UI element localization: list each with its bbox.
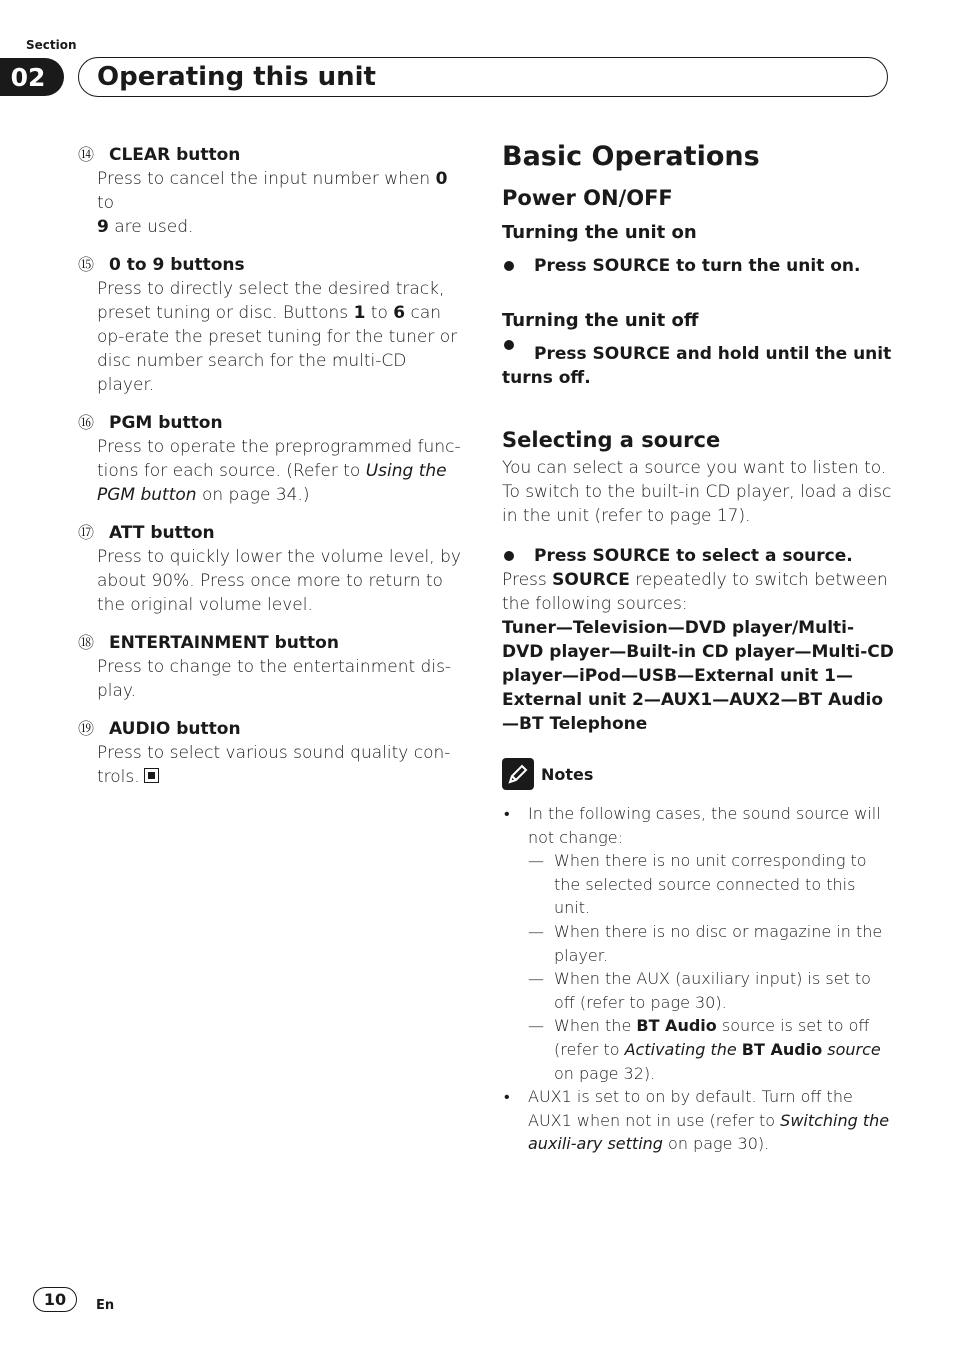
item-number: ⑰ [78, 523, 95, 542]
item-body: Press to directly select the desired track, preset tuning or disc. Buttons 1 to 6 can op-erate the preset tuning for the tuner or disc number search for the multi-CD player. [97, 279, 458, 395]
item-title: CLEAR button [109, 145, 241, 165]
item-number: ⑲ [78, 719, 95, 738]
source-list: Tuner—Television—DVD player/Multi-DVD player—Built-in CD player—Multi-CD player—iPod—USB—External unit 1—External unit 2—AUX1—AUX2—BT Audio —BT Telephone [502, 618, 894, 734]
select-paragraph: You can select a source you want to listen to. To switch to the built-in CD player, load a disc in the unit (refer to page 17). [502, 458, 892, 526]
bullet-icon [504, 340, 514, 350]
right-column [502, 140, 894, 1156]
item-body: Press to change to the entertainment dis-play. [97, 657, 452, 701]
heading-turning-on: Turning the unit on [502, 222, 697, 243]
item-clear [78, 143, 466, 239]
note-item: • In the following cases, the sound source will not change: — When there is no unit corresponding to the selected source connected to this unit. — When there is no disc or magazine in the player. — When the AUX (auxiliary input) is set to off (refer to page 30). — When the BT Audio source is set to off (refer to Activating the BT Audio source on page 32). [504, 804, 883, 1083]
item-0-9 [78, 253, 466, 397]
press-source-paragraph: Press SOURCE repeatedly to switch between the following sources: [502, 570, 888, 614]
heading-selecting-source: Selecting a source [502, 428, 721, 452]
item-number: ⑮ [78, 255, 95, 274]
item-title: ENTERTAINMENT button [109, 633, 339, 653]
item-title: PGM button [109, 413, 223, 433]
bullet-icon [504, 551, 514, 561]
step-turn-on: Press SOURCE to turn the unit on. [502, 254, 894, 278]
item-pgm [78, 411, 466, 507]
left-column [78, 143, 466, 803]
heading-power: Power ON/OFF [502, 186, 673, 210]
page-title: Operating this unit [78, 57, 888, 97]
note-item: • AUX1 is set to on by default. Turn off the AUX1 when not in use (refer to Switching the auxili-ary setting on page 30). [504, 1087, 890, 1154]
item-audio [78, 717, 466, 789]
item-att [78, 521, 466, 617]
language-label: En [96, 1298, 115, 1313]
end-mark-icon [144, 768, 159, 783]
item-title: ATT button [109, 523, 215, 543]
pencil-icon [502, 758, 534, 790]
item-title: AUDIO button [109, 719, 241, 739]
bullet-icon [504, 261, 514, 271]
item-number: ⑱ [78, 633, 95, 652]
item-title: 0 to 9 buttons [109, 255, 245, 275]
step-turn-off: Press SOURCE and hold until the unit turns off. [502, 342, 894, 390]
section-number-tab: 02 [0, 58, 64, 96]
item-body: Press to quickly lower the volume level, by about 90%. Press once more to return to the original volume level. [97, 547, 461, 615]
section-label: Section [26, 38, 77, 52]
heading-basic-operations: Basic Operations [502, 141, 760, 172]
notes-title: Notes [541, 764, 594, 784]
step-select-source: Press SOURCE to select a source. [502, 544, 894, 568]
item-number: ⑯ [78, 413, 95, 432]
item-body: Press to operate the preprogrammed func-tions for each source. (Refer to Using the PGM button on page 34.) [97, 437, 461, 505]
page-number: 10 [33, 1287, 77, 1312]
item-entertainment [78, 631, 466, 703]
heading-turning-off: Turning the unit off [502, 310, 699, 331]
notes-header [502, 758, 894, 790]
item-body: Press to select various sound quality con-trols. [97, 743, 451, 787]
item-body: Press to cancel the input number when 0 to 9 are used. [97, 169, 448, 237]
item-number: ⑭ [78, 145, 95, 164]
